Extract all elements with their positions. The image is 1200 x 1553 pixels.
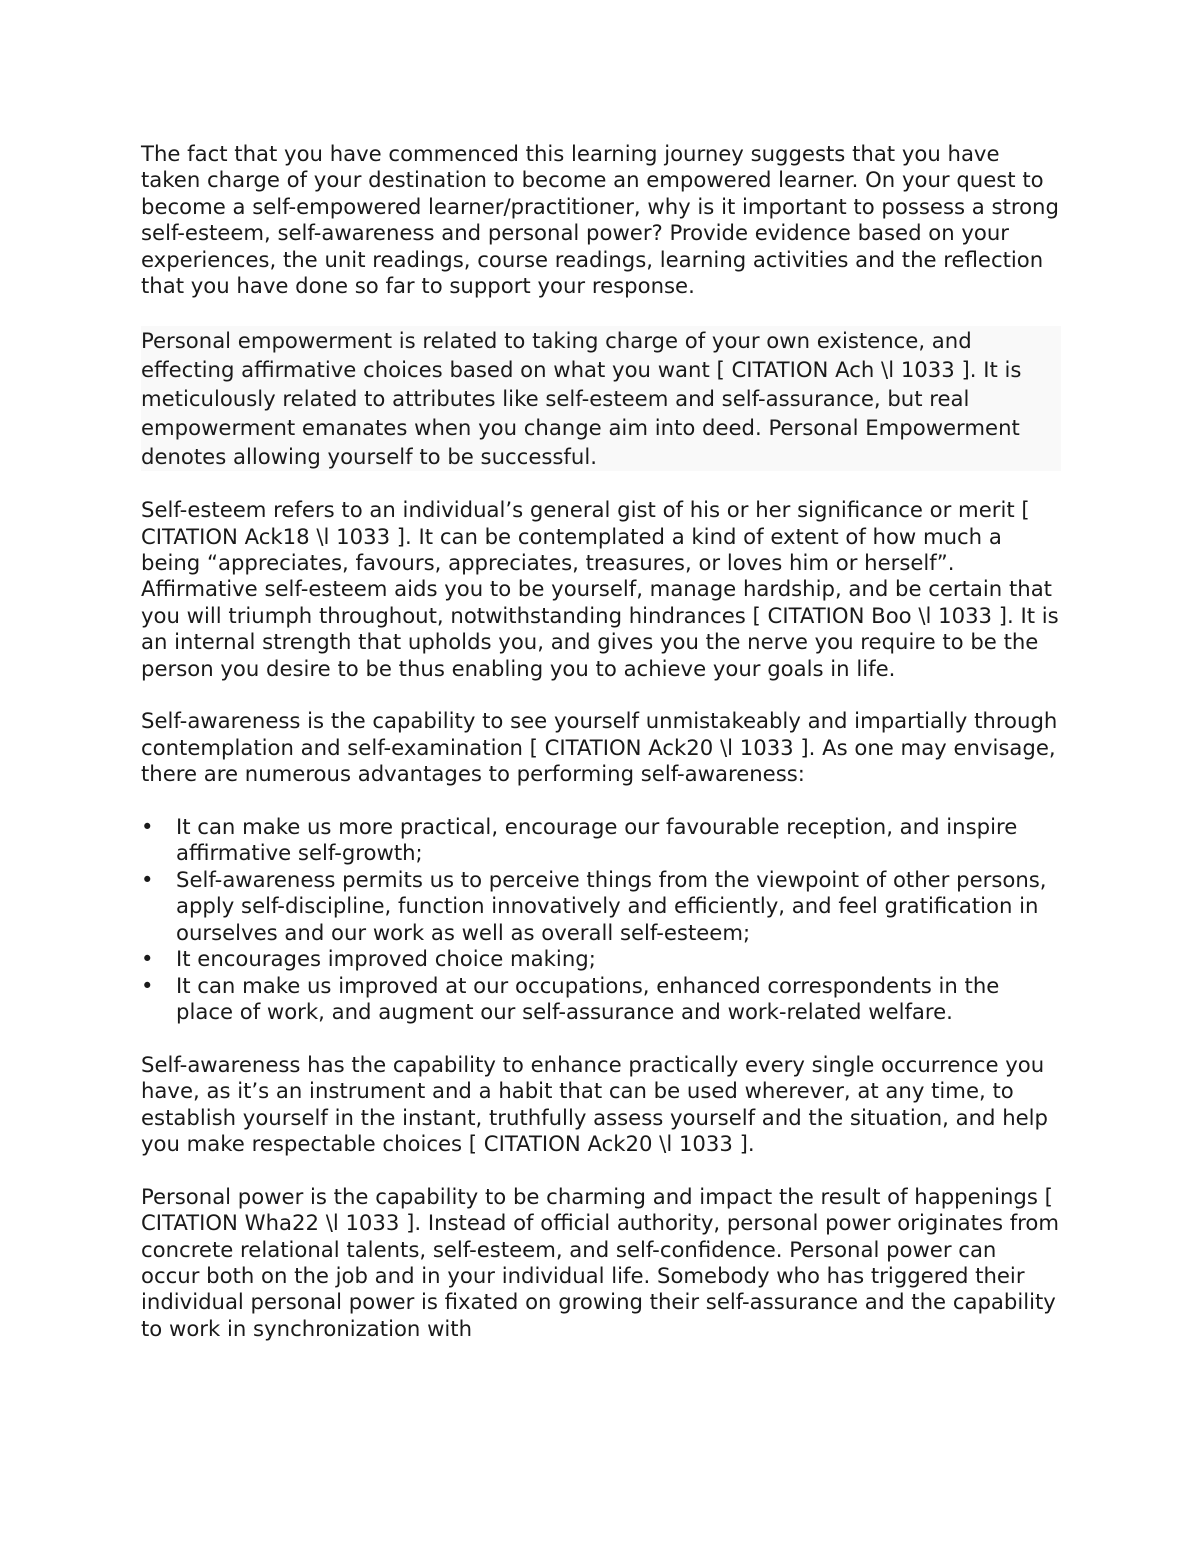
list-item-text: Self-awareness permits us to perceive things from the viewpoint of other persons, apply self-discipline, function innovatively and efficiently, and feel gratification in ourselves and our work as well as overall self-esteem;	[176, 866, 1047, 945]
bullet-icon: •	[141, 972, 154, 998]
list-item-text: It encourages improved choice making;	[176, 946, 596, 972]
personal-power-paragraph: Personal power is the capability to be charming and impact the result of happenings [ CITATION Wha22 \l 1033 ]. Instead of official authority, personal power originates from concrete relational talents, self-esteem, and self-confidence. Personal power can occur both on the job and in your individual life. Somebody who has triggered their individual personal power is fixated on growing their self-assurance and the capability to work in synchronization with	[141, 1183, 1060, 1341]
list-item	[141, 814, 1061, 867]
self-esteem-paragraph: Self-esteem refers to an individual’s general gist of his or her significance or merit [ CITATION Ack18 \l 1033 ]. It can be contemplated a kind of extent of how much a being “appreciates, favours, appreciates, treasures, or loves him or herself”. Affirmative self-esteem aids you to be yourself, manage hardship, and be certain that you will triumph throughout, notwithstanding hindrances [ CITATION Boo \l 1033 ]. It is an internal strength that upholds you, and gives you the nerve you require to be the person you desire to be thus enabling you to achieve your goals in life.	[141, 497, 1059, 681]
bullet-icon: •	[141, 946, 154, 972]
list-item-text: It can make us improved at our occupations, enhanced correspondents in the place of work, and augment our self-assurance and work-related welfare.	[176, 972, 1000, 1024]
list-item	[141, 973, 1061, 1026]
question-paragraph: The fact that you have commenced this learning journey suggests that you have taken charge of your destination to become an empowered learner. On your quest to become a self-empowered learner/practitioner, why is it important to possess a strong self-esteem, self-awareness and personal power? Provide evidence based on your experiences, the unit readings, course readings, learning activities and the reflection that you have done so far to support your response.	[141, 141, 1059, 299]
list-item-text: It can make us more practical, encourage our favourable reception, and inspire affirmative self-growth;	[176, 814, 1018, 866]
personal-empowerment-paragraph: Personal empowerment is related to taking charge of your own existence, and effecting affirmative choices based on what you want [ CITATION Ach \l 1033 ]. It is meticulously related to attributes like self-esteem and self-assurance, but real empowerment emanates when you change aim into deed. Personal Empowerment denotes allowing yourself to be successful.	[141, 326, 1061, 471]
bullet-icon: •	[141, 814, 154, 840]
self-awareness-benefits-paragraph: Self-awareness has the capability to enhance practically every single occurrence you have, as it’s an instrument and a habit that can be used wherever, at any time, to establish yourself in the instant, truthfully assess yourself and the situation, and help you make respectable choices [ CITATION Ack20 \l 1033 ].	[141, 1051, 1049, 1156]
advantages-list	[141, 814, 1061, 1025]
document-body	[141, 141, 1061, 1369]
bullet-icon: •	[141, 866, 154, 892]
list-item	[141, 867, 1061, 946]
self-awareness-paragraph: Self-awareness is the capability to see yourself unmistakeably and impartially through contemplation and self-examination [ CITATION Ack20 \l 1033 ]. As one may envisage, there are numerous advantages to performing self-awareness:	[141, 708, 1058, 787]
list-item	[141, 946, 1061, 972]
